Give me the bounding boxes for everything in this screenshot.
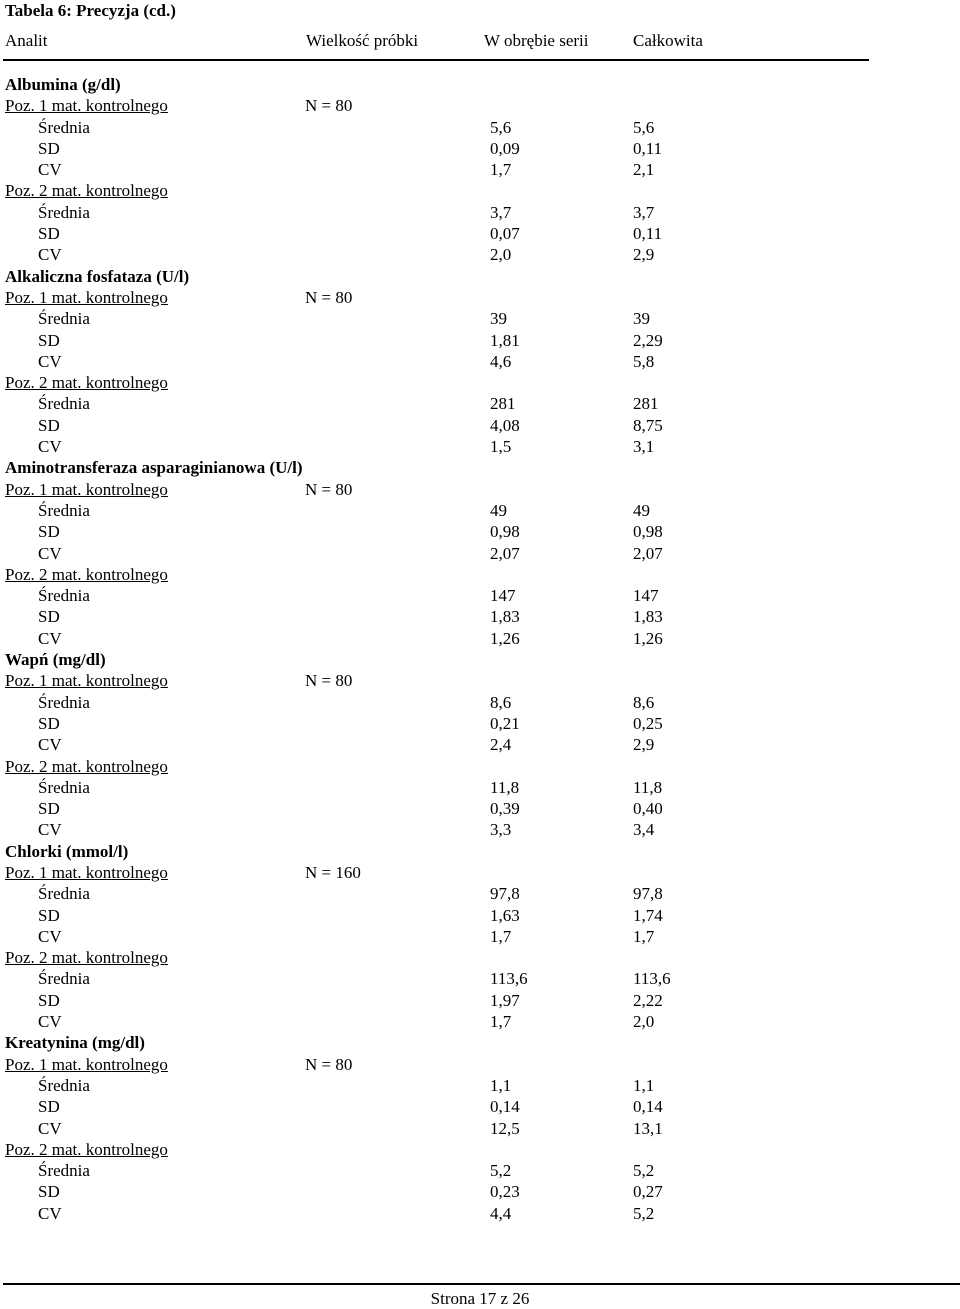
within-run-value: 1,5 [490, 437, 512, 457]
control-level-label: Poz. 1 mat. kontrolnego [5, 96, 168, 116]
within-run-value: 0,39 [490, 799, 520, 819]
within-run-value: 12,5 [490, 1118, 520, 1138]
stat-label: Średnia [38, 969, 90, 989]
within-run-value: 1,81 [490, 330, 520, 350]
analyte-row [0, 457, 960, 478]
total-value: 1,7 [633, 926, 655, 946]
total-value: 97,8 [633, 884, 663, 904]
total-value: 2,22 [633, 990, 663, 1010]
control-level-label: Poz. 1 mat. kontrolnego [5, 287, 168, 307]
control-level-label: Poz. 2 mat. kontrolnego [5, 564, 168, 584]
stat-label: SD [38, 522, 60, 542]
control-row [0, 1054, 960, 1075]
within-run-value: 0,14 [490, 1097, 520, 1117]
total-value: 0,27 [633, 1182, 663, 1202]
analyte-row [0, 266, 960, 287]
total-value: 49 [633, 500, 650, 520]
control-row [0, 564, 960, 585]
within-run-value: 281 [490, 394, 516, 414]
stat-row [0, 968, 960, 989]
total-value: 147 [633, 586, 659, 606]
total-value: 5,2 [633, 1203, 655, 1223]
within-run-value: 1,7 [490, 160, 512, 180]
stat-row [0, 500, 960, 521]
stat-row [0, 1203, 960, 1224]
stat-row [0, 628, 960, 649]
within-run-value: 1,7 [490, 926, 512, 946]
sample-size-value: N = 80 [305, 671, 353, 691]
control-row [0, 1139, 960, 1160]
within-run-value: 49 [490, 500, 507, 520]
total-value: 2,0 [633, 1012, 655, 1032]
stat-row [0, 905, 960, 926]
total-value: 1,74 [633, 905, 663, 925]
stat-label: CV [38, 245, 62, 265]
within-run-value: 11,8 [490, 777, 520, 797]
total-value: 3,1 [633, 437, 655, 457]
precision-table [0, 74, 960, 1224]
sample-size-value: N = 80 [305, 1054, 353, 1074]
total-value: 5,6 [633, 117, 655, 137]
stat-label: CV [38, 437, 62, 457]
within-run-value: 147 [490, 586, 516, 606]
sample-size-value: N = 160 [305, 862, 361, 882]
within-run-value: 5,6 [490, 117, 512, 137]
control-row [0, 287, 960, 308]
stat-label: CV [38, 820, 62, 840]
stat-label: CV [38, 351, 62, 371]
total-value: 113,6 [633, 969, 671, 989]
total-value: 1,26 [633, 628, 663, 648]
sample-size-value: N = 80 [305, 287, 353, 307]
header-sample-size: Wielkość próbki [306, 31, 419, 50]
stat-row [0, 521, 960, 542]
stat-label: CV [38, 628, 62, 648]
analyte-name: Alkaliczna fosfataza (U/l) [5, 266, 190, 286]
stat-label: Średnia [38, 777, 90, 797]
stat-row [0, 436, 960, 457]
within-run-value: 0,23 [490, 1182, 520, 1202]
total-value: 39 [633, 309, 650, 329]
stat-label: SD [38, 1182, 60, 1202]
stat-row [0, 1160, 960, 1181]
stat-row [0, 1011, 960, 1032]
within-run-value: 4,4 [490, 1203, 512, 1223]
stat-row [0, 1181, 960, 1202]
stat-label: Średnia [38, 1161, 90, 1181]
total-value: 0,14 [633, 1097, 663, 1117]
total-value: 2,9 [633, 735, 655, 755]
stat-row [0, 734, 960, 755]
control-row [0, 372, 960, 393]
stat-row [0, 926, 960, 947]
within-run-value: 1,83 [490, 607, 520, 627]
stat-label: SD [38, 990, 60, 1010]
within-run-value: 3,7 [490, 202, 512, 222]
within-run-value: 1,63 [490, 905, 520, 925]
within-run-value: 2,0 [490, 245, 512, 265]
stat-row [0, 692, 960, 713]
analyte-name: Aminotransferaza asparaginianowa (U/l) [5, 458, 303, 478]
total-value: 281 [633, 394, 659, 414]
control-level-label: Poz. 1 mat. kontrolnego [5, 479, 168, 499]
stat-label: SD [38, 1097, 60, 1117]
within-run-value: 2,4 [490, 735, 512, 755]
analyte-row [0, 74, 960, 95]
stat-label: Średnia [38, 394, 90, 414]
stat-label: CV [38, 1118, 62, 1138]
total-value: 13,1 [633, 1118, 663, 1138]
stat-row [0, 351, 960, 372]
sample-size-value: N = 80 [305, 96, 353, 116]
control-row [0, 479, 960, 500]
within-run-value: 0,07 [490, 224, 520, 244]
within-run-value: 1,97 [490, 990, 520, 1010]
total-value: 1,1 [633, 1075, 655, 1095]
stat-label: Średnia [38, 692, 90, 712]
stat-label: SD [38, 330, 60, 350]
control-level-label: Poz. 1 mat. kontrolnego [5, 671, 168, 691]
stat-row [0, 606, 960, 627]
stat-row [0, 990, 960, 1011]
within-run-value: 1,1 [490, 1075, 512, 1095]
control-level-label: Poz. 1 mat. kontrolnego [5, 862, 168, 882]
analyte-name: Wapń (mg/dl) [5, 650, 106, 670]
control-level-label: Poz. 2 mat. kontrolnego [5, 181, 168, 201]
within-run-value: 0,21 [490, 713, 520, 733]
total-value: 2,29 [633, 330, 663, 350]
stat-row [0, 244, 960, 265]
control-row [0, 947, 960, 968]
within-run-value: 0,98 [490, 522, 520, 542]
stat-row [0, 1096, 960, 1117]
total-value: 2,9 [633, 245, 655, 265]
total-value: 2,1 [633, 160, 655, 180]
analyte-row [0, 1032, 960, 1053]
stat-label: CV [38, 1012, 62, 1032]
within-run-value: 5,2 [490, 1161, 512, 1181]
stat-row [0, 1118, 960, 1139]
stat-label: CV [38, 1203, 62, 1223]
stat-row [0, 202, 960, 223]
within-run-value: 4,6 [490, 351, 512, 371]
stat-label: Średnia [38, 117, 90, 137]
total-value: 5,2 [633, 1161, 655, 1181]
header-within-run: W obrębie serii [484, 31, 589, 50]
header-analyte: Analit [5, 31, 48, 50]
stat-row [0, 585, 960, 606]
total-value: 0,11 [633, 224, 663, 244]
total-value: 3,7 [633, 202, 655, 222]
stat-label: CV [38, 543, 62, 563]
stat-row [0, 138, 960, 159]
stat-label: CV [38, 160, 62, 180]
total-value: 0,98 [633, 522, 663, 542]
header-total: Całkowita [633, 31, 703, 50]
stat-row [0, 883, 960, 904]
within-run-value: 3,3 [490, 820, 512, 840]
stat-label: Średnia [38, 500, 90, 520]
control-level-label: Poz. 2 mat. kontrolnego [5, 756, 168, 776]
stat-label: SD [38, 138, 60, 158]
total-value: 8,75 [633, 415, 663, 435]
table-title: Tabela 6: Precyzja (cd.) [5, 1, 176, 20]
within-run-value: 2,07 [490, 543, 520, 563]
analyte-row [0, 649, 960, 670]
stat-label: SD [38, 799, 60, 819]
sample-size-value: N = 80 [305, 479, 353, 499]
stat-row [0, 713, 960, 734]
within-run-value: 39 [490, 309, 507, 329]
stat-label: CV [38, 735, 62, 755]
control-row [0, 180, 960, 201]
within-run-value: 1,26 [490, 628, 520, 648]
total-value: 0,25 [633, 713, 663, 733]
total-value: 0,40 [633, 799, 663, 819]
stat-label: SD [38, 607, 60, 627]
stat-row [0, 798, 960, 819]
control-row [0, 95, 960, 116]
stat-row [0, 117, 960, 138]
stat-label: Średnia [38, 1075, 90, 1095]
stat-label: SD [38, 905, 60, 925]
within-run-value: 97,8 [490, 884, 520, 904]
stat-row [0, 415, 960, 436]
total-value: 5,8 [633, 351, 655, 371]
stat-label: SD [38, 415, 60, 435]
page-number: Strona 17 z 26 [430, 1289, 530, 1308]
stat-row [0, 819, 960, 840]
stat-row [0, 543, 960, 564]
stat-row [0, 393, 960, 414]
analyte-row [0, 841, 960, 862]
total-value: 3,4 [633, 820, 655, 840]
stat-row [0, 159, 960, 180]
header-rule [3, 59, 869, 61]
total-value: 1,83 [633, 607, 663, 627]
analyte-name: Chlorki (mmol/l) [5, 841, 129, 861]
control-level-label: Poz. 2 mat. kontrolnego [5, 373, 168, 393]
total-value: 0,11 [633, 138, 663, 158]
control-row [0, 862, 960, 883]
footer-rule [3, 1283, 960, 1285]
stat-row [0, 1075, 960, 1096]
stat-label: Średnia [38, 202, 90, 222]
control-level-label: Poz. 2 mat. kontrolnego [5, 1139, 168, 1159]
stat-row [0, 223, 960, 244]
control-row [0, 670, 960, 691]
stat-label: SD [38, 224, 60, 244]
stat-label: CV [38, 926, 62, 946]
total-value: 2,07 [633, 543, 663, 563]
control-level-label: Poz. 1 mat. kontrolnego [5, 1054, 168, 1074]
control-row [0, 756, 960, 777]
stat-label: Średnia [38, 884, 90, 904]
stat-label: Średnia [38, 309, 90, 329]
total-value: 11,8 [633, 777, 663, 797]
stat-label: SD [38, 713, 60, 733]
control-level-label: Poz. 2 mat. kontrolnego [5, 948, 168, 968]
total-value: 8,6 [633, 692, 655, 712]
stat-row [0, 330, 960, 351]
within-run-value: 8,6 [490, 692, 512, 712]
within-run-value: 113,6 [490, 969, 528, 989]
stat-label: Średnia [38, 586, 90, 606]
stat-row [0, 308, 960, 329]
within-run-value: 0,09 [490, 138, 520, 158]
analyte-name: Kreatynina (mg/dl) [5, 1033, 145, 1053]
analyte-name: Albumina (g/dl) [5, 75, 121, 94]
stat-row [0, 777, 960, 798]
within-run-value: 1,7 [490, 1012, 512, 1032]
within-run-value: 4,08 [490, 415, 520, 435]
